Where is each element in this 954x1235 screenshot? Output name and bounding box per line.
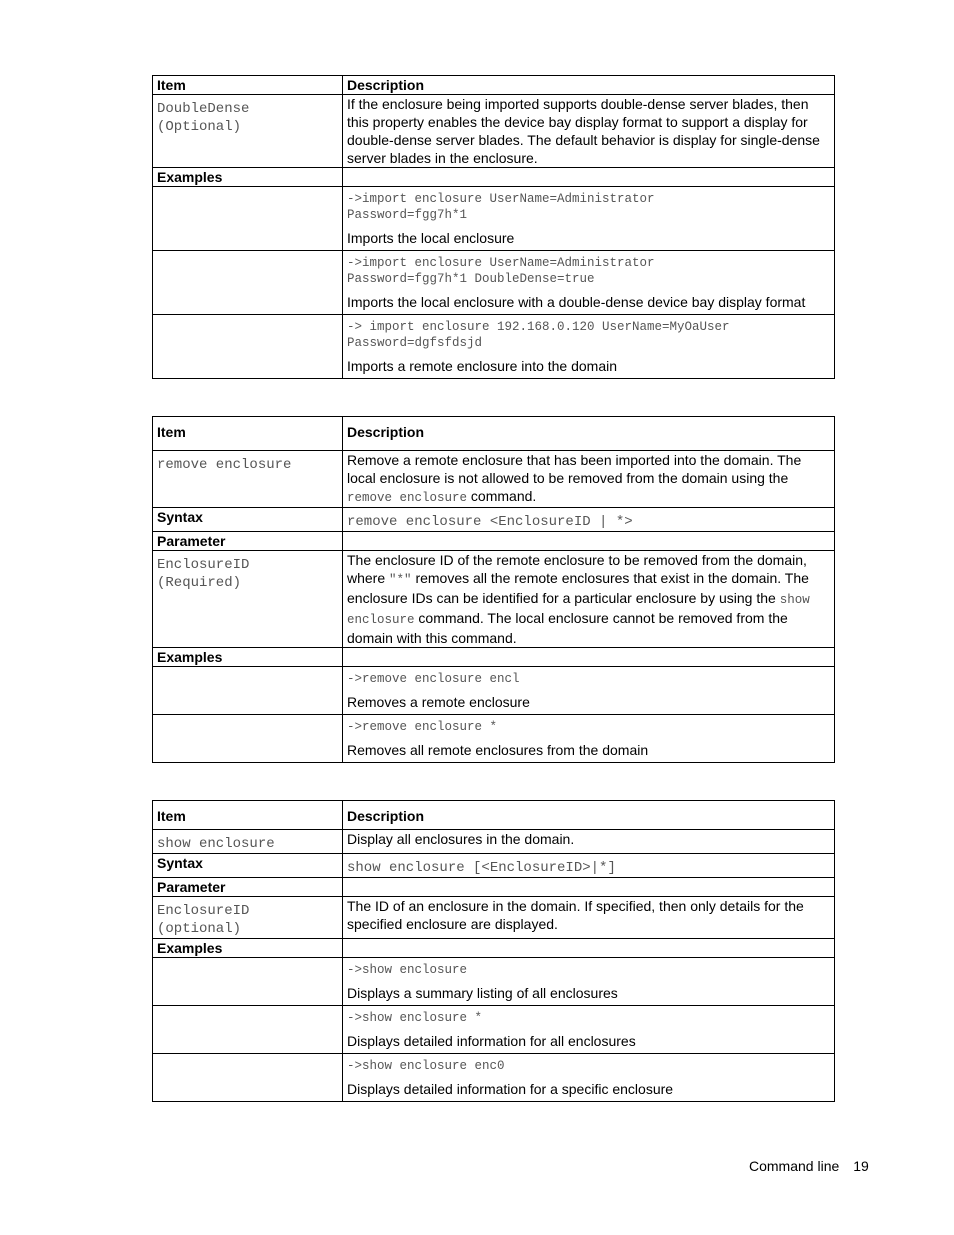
item-description: If the enclosure being imported supports double-dense server blades, then this property enables the device bay display format to support a display for double-dense server blades. The default behavior is display for single-dense server blades in the enclosure. (343, 95, 835, 168)
example-command: ->show enclosure enc0 (347, 1059, 505, 1073)
example-description: Removes all remote enclosures from the domain (347, 742, 649, 758)
example-description: Displays detailed information for all enclosures (347, 1033, 636, 1049)
example-description: Imports the local enclosure with a double-dense device bay display format (347, 294, 806, 310)
parameter-description: The ID of an enclosure in the domain. If specified, then only details for the specified enclosure are displayed. (343, 897, 835, 939)
example-command-line: Password=dgfsfdsjd (347, 336, 483, 350)
parameter-name: EnclosureID (157, 557, 250, 573)
syntax-value: show enclosure [<EnclosureID>|*] (343, 854, 835, 878)
item-name: DoubleDense (157, 101, 250, 117)
example-command-line: -> import enclosure 192.168.0.120 UserName=MyOaUser (347, 320, 730, 334)
syntax-label: Syntax (153, 854, 343, 878)
example-description: Removes a remote enclosure (347, 694, 530, 710)
examples-row (153, 939, 835, 958)
command-row (153, 830, 835, 854)
header-description: Description (343, 417, 835, 451)
table-row (153, 95, 835, 168)
parameter-cell (153, 551, 343, 648)
item-qualifier: (Optional) (157, 119, 242, 135)
table-header-row (153, 417, 835, 451)
example-command-line: Password=fgg7h*1 (347, 208, 468, 222)
parameter-qualifier: (optional) (157, 921, 242, 937)
parameter-detail-row (153, 897, 835, 939)
parameter-cell (153, 897, 343, 939)
description-text: removes all the remote enclosures that exist in the domain. The enclosure IDs can be identified for a particular enclosure by using the (347, 570, 809, 606)
example-row (153, 1006, 835, 1054)
syntax-value: remove enclosure <EnclosureID | *> (343, 508, 835, 532)
inline-code: remove enclosure (347, 491, 468, 505)
command-description (343, 451, 835, 508)
header-description: Description (343, 801, 835, 830)
parameter-qualifier: (Required) (157, 575, 242, 591)
example-command-line: Password=fgg7h*1 DoubleDense=true (347, 272, 595, 286)
example-command-line: ->import enclosure UserName=Administrator (347, 192, 655, 206)
examples-row (153, 168, 835, 187)
header-item: Item (153, 801, 343, 830)
command-row (153, 451, 835, 508)
command-name: show enclosure (153, 830, 343, 854)
item-cell (153, 95, 343, 168)
example-description: Imports the local enclosure (347, 230, 515, 246)
header-description: Description (343, 76, 835, 95)
syntax-label: Syntax (153, 508, 343, 532)
example-command: ->show enclosure (347, 963, 468, 977)
example-row (153, 958, 835, 1006)
command-name: remove enclosure (153, 451, 343, 508)
example-command (347, 191, 830, 223)
page-number: 19 (853, 1158, 869, 1174)
examples-row (153, 648, 835, 667)
inline-code: show enclosure (347, 593, 810, 627)
parameter-label: Parameter (153, 532, 343, 551)
parameter-description (343, 551, 835, 648)
example-row (153, 187, 835, 251)
parameter-row (153, 532, 835, 551)
table-header-row (153, 801, 835, 830)
import-enclosure-table (152, 75, 835, 379)
inline-code: "*" (389, 573, 412, 587)
parameter-name: EnclosureID (157, 903, 250, 919)
examples-label: Examples (153, 168, 343, 187)
example-description: Displays detailed information for a specific enclosure (347, 1081, 674, 1097)
example-row (153, 715, 835, 763)
syntax-row (153, 508, 835, 532)
example-command-line: ->import enclosure UserName=Administrator (347, 256, 655, 270)
table-header-row (153, 76, 835, 95)
command-description: Display all enclosures in the domain. (343, 830, 835, 854)
description-text: Remove a remote enclosure that has been imported into the domain. The local enclosure is not allowed to be removed from the domain using the (347, 452, 802, 486)
footer-section: Command line (749, 1158, 840, 1174)
example-description: Imports a remote enclosure into the domain (347, 358, 618, 374)
example-row (153, 667, 835, 715)
examples-label: Examples (153, 648, 343, 667)
parameter-label: Parameter (153, 878, 343, 897)
example-command: ->remove enclosure encl (347, 672, 520, 686)
example-row (153, 251, 835, 315)
example-row (153, 1054, 835, 1102)
header-item: Item (153, 417, 343, 451)
syntax-row (153, 854, 835, 878)
example-command: ->remove enclosure * (347, 720, 498, 734)
parameter-row (153, 878, 835, 897)
header-item: Item (153, 76, 343, 95)
parameter-detail-row (153, 551, 835, 648)
page-footer (749, 1158, 869, 1174)
examples-label: Examples (153, 939, 343, 958)
description-text: The enclosure ID of the remote enclosure to be removed from the domain, where (347, 552, 807, 586)
show-enclosure-table (152, 800, 835, 1102)
example-description: Displays a summary listing of all enclosures (347, 985, 618, 1001)
example-row (153, 315, 835, 379)
example-command: ->show enclosure * (347, 1011, 483, 1025)
example-command (347, 319, 830, 351)
example-command (347, 255, 830, 287)
description-text: command. The local enclosure cannot be removed from the domain with this command. (347, 610, 788, 646)
remove-enclosure-table (152, 416, 835, 763)
description-text: command. (470, 488, 537, 504)
